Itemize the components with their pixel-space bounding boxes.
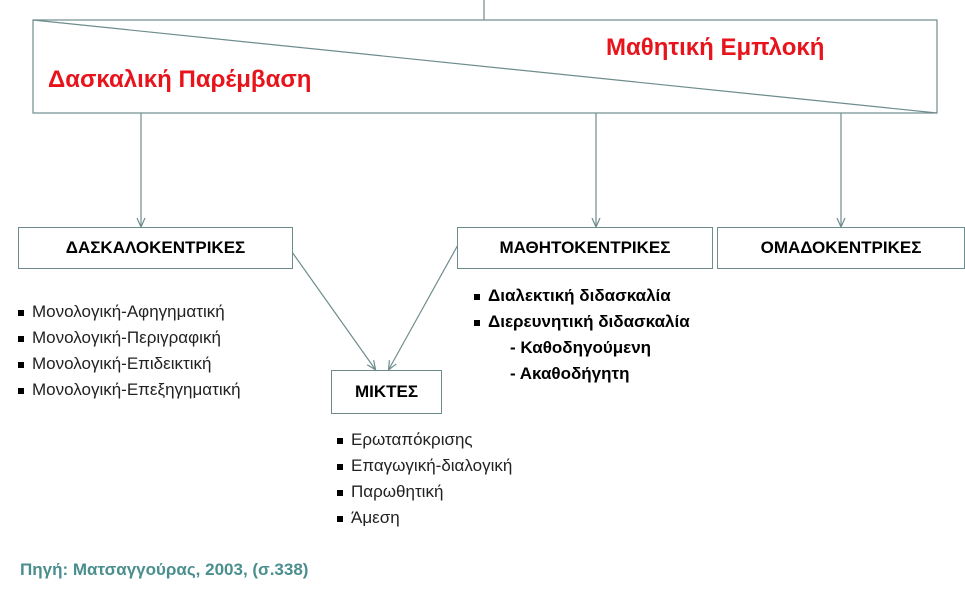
list-item: Μονολογική-Περιγραφική xyxy=(18,325,241,351)
mixed-methods-list xyxy=(337,427,512,531)
list-item: Διαλεκτική διδασκαλία xyxy=(474,283,690,309)
box-teacher-centered: ΔΑΣΚΑΛΟΚΕΝΤΡΙΚΕΣ xyxy=(18,227,293,269)
list-subitem: - Καθοδηγούμενη xyxy=(510,338,652,357)
arrow-teacher-to-mixed xyxy=(292,252,375,369)
list-item: Ερωταπόκρισης xyxy=(337,427,512,453)
student-methods-list xyxy=(474,283,690,387)
arrow-student-to-mixed xyxy=(389,243,459,369)
box-mixed: ΜΙΚΤΕΣ xyxy=(331,370,442,414)
list-item: Επαγωγική-διαλογική xyxy=(337,453,512,479)
list-item: Άμεση xyxy=(337,505,512,531)
label-teacher-intervention: Δασκαλική Παρέμβαση xyxy=(48,66,312,93)
list-item: Διερευνητική διδασκαλία xyxy=(474,309,690,335)
box-student-centered: ΜΑΘΗΤΟΚΕΝΤΡΙΚΕΣ xyxy=(457,227,713,269)
list-item: Μονολογική-Αφηγηματική xyxy=(18,299,241,325)
source-citation: Πηγή: Ματσαγγούρας, 2003, (σ.338) xyxy=(20,560,309,579)
teacher-methods-list xyxy=(18,299,241,403)
list-subitem: - Ακαθοδήγητη xyxy=(510,364,630,383)
list-item: Μονολογική-Επιδεικτική xyxy=(18,351,241,377)
box-group-centered: ΟΜΑΔΟΚΕΝΤΡΙΚΕΣ xyxy=(717,227,965,269)
list-item: Παρωθητική xyxy=(337,479,512,505)
list-item: Μονολογική-Επεξηγηματική xyxy=(18,377,241,403)
label-student-engagement: Μαθητική Εμπλοκή xyxy=(606,34,825,61)
